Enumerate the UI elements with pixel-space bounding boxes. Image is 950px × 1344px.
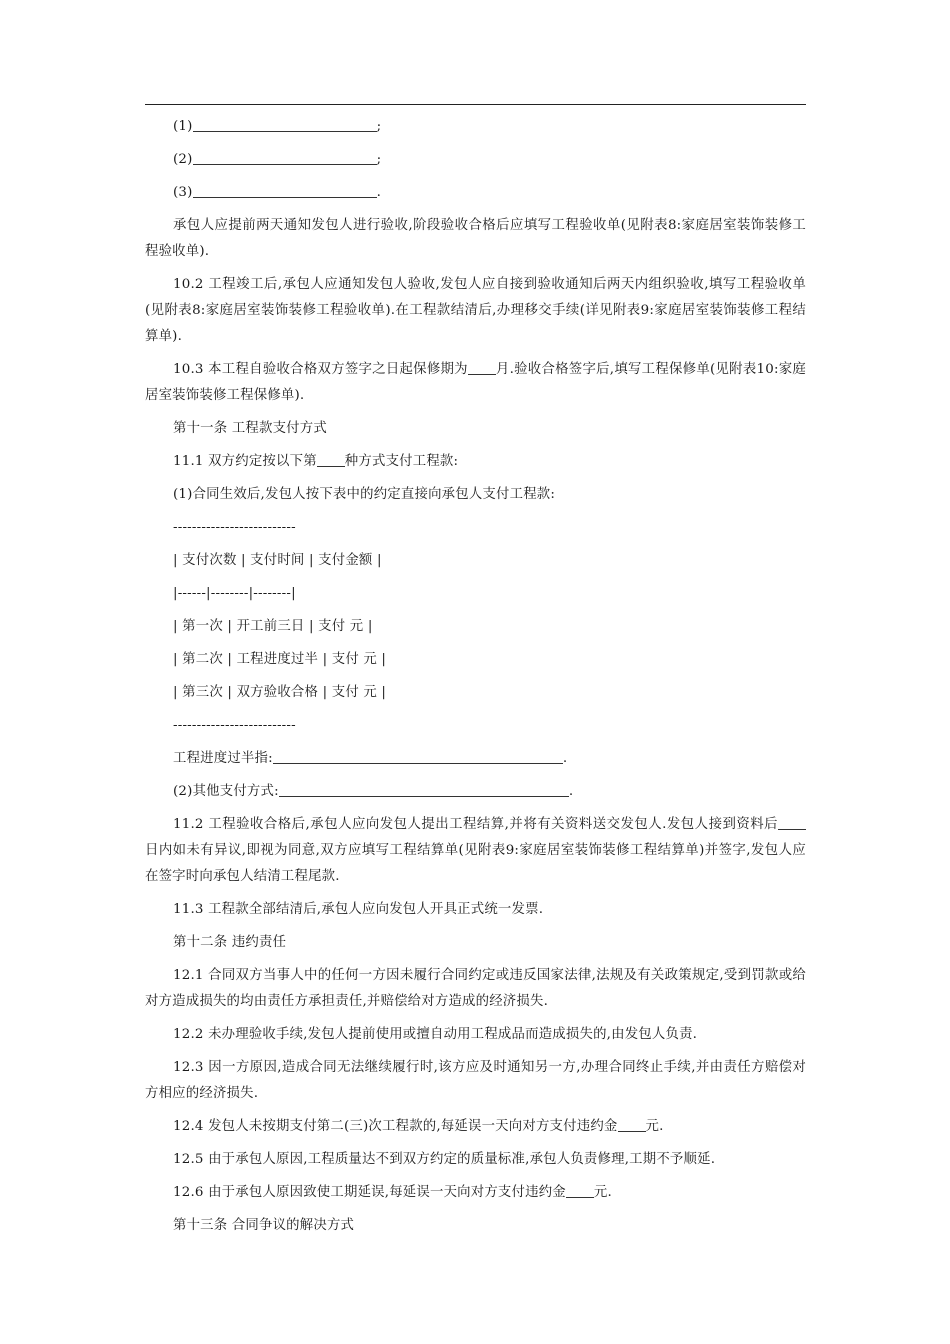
paragraph: 11.2 工程验收合格后,承包人应向发包人提出工程结算,并将有关资料送交发包人.发包人接到资料后日内如未有异议,即视为同意,双方应填写工程结算单(见附表9:家庭居室装饰装修工程结算单)并签字,发包人应在签字时向承包人结清工程尾款. [145, 817, 806, 884]
document-body [145, 114, 806, 1246]
paragraph: (1)合同生效后,发包人按下表中的约定直接向承包人支付工程款: [173, 487, 556, 502]
paragraph: 10.3 本工程自验收合格双方签字之日起保修期为 月.验收合格签字后,填写工程保修单(见附表10:家庭居室装饰装修工程保修单). [145, 362, 806, 403]
fill-blank [193, 117, 377, 132]
fill-blank [566, 1183, 594, 1198]
table-header-row: | 支付次数 | 支付时间 | 支付金额 | [173, 553, 382, 568]
section-heading: 第十二条 违约责任 [173, 935, 287, 950]
fill-blank [193, 150, 377, 165]
table-row: | 第三次 | 双方验收合格 | 支付 元 | [173, 685, 387, 700]
paragraph: 10.2 工程竣工后,承包人应通知发包人验收,发包人应自接到验收通知后两天内组织验收,填写工程验收单(见附表8:家庭居室装饰装修工程验收单).在工程款结清后,办理移交手续(详见附表9:家庭居室装饰装修工程结算单). [145, 277, 806, 344]
paragraph: 12.3 因一方原因,造成合同无法继续履行时,该方应及时通知另一方,办理合同终止手续,并由责任方赔偿对方相应的经济损失. [145, 1060, 806, 1101]
fill-blank [279, 782, 569, 797]
paragraph: (3) . [173, 185, 382, 200]
header-rule [145, 104, 806, 105]
paragraph: 12.6 由于承包人原因致使工期延误,每延误一天向对方支付违约金 元. [173, 1185, 612, 1200]
paragraph: 12.2 未办理验收手续,发包人提前使用或擅自动用工程成品而造成损失的,由发包人负责. [173, 1027, 698, 1042]
paragraph: (1) ; [173, 119, 382, 134]
paragraph: 12.1 合同双方当事人中的任何一方因未履行合同约定或违反国家法律,法规及有关政策规定,受到罚款或给对方造成损失的均由责任方承担责任,并赔偿给对方造成的经济损失. [145, 968, 806, 1009]
table-border: -------------------------- [173, 718, 296, 733]
paragraph: (2) ; [173, 152, 382, 167]
section-heading: 第十三条 合同争议的解决方式 [173, 1218, 355, 1233]
paragraph: 12.4 发包人未按期支付第二(三)次工程款的,每延误一天向对方支付违约金 元. [173, 1119, 664, 1134]
paragraph: 11.1 双方约定按以下第 种方式支付工程款: [173, 454, 459, 469]
paragraph: 工程进度过半指: . [173, 751, 568, 766]
fill-blank [317, 452, 345, 467]
paragraph: (2)其他支付方式: . [173, 784, 574, 799]
fill-blank [193, 183, 377, 198]
paragraph: 承包人应提前两天通知发包人进行验收,阶段验收合格后应填写工程验收单(见附表8:家庭居室装饰装修工程验收单). [145, 218, 806, 259]
fill-blank [273, 749, 563, 764]
table-row: | 第二次 | 工程进度过半 | 支付 元 | [173, 652, 387, 667]
fill-blank [618, 1117, 646, 1132]
paragraph: 12.5 由于承包人原因,工程质量达不到双方约定的质量标准,承包人负责修理,工期不予顺延. [173, 1152, 716, 1167]
fill-blank [468, 360, 496, 375]
fill-blank [778, 815, 806, 830]
table-border: -------------------------- [173, 520, 296, 535]
paragraph: 11.3 工程款全部结清后,承包人应向发包人开具正式统一发票. [173, 902, 544, 917]
section-heading: 第十一条 工程款支付方式 [173, 421, 327, 436]
table-row: | 第一次 | 开工前三日 | 支付 元 | [173, 619, 373, 634]
table-separator: |------|--------|--------| [173, 586, 296, 601]
